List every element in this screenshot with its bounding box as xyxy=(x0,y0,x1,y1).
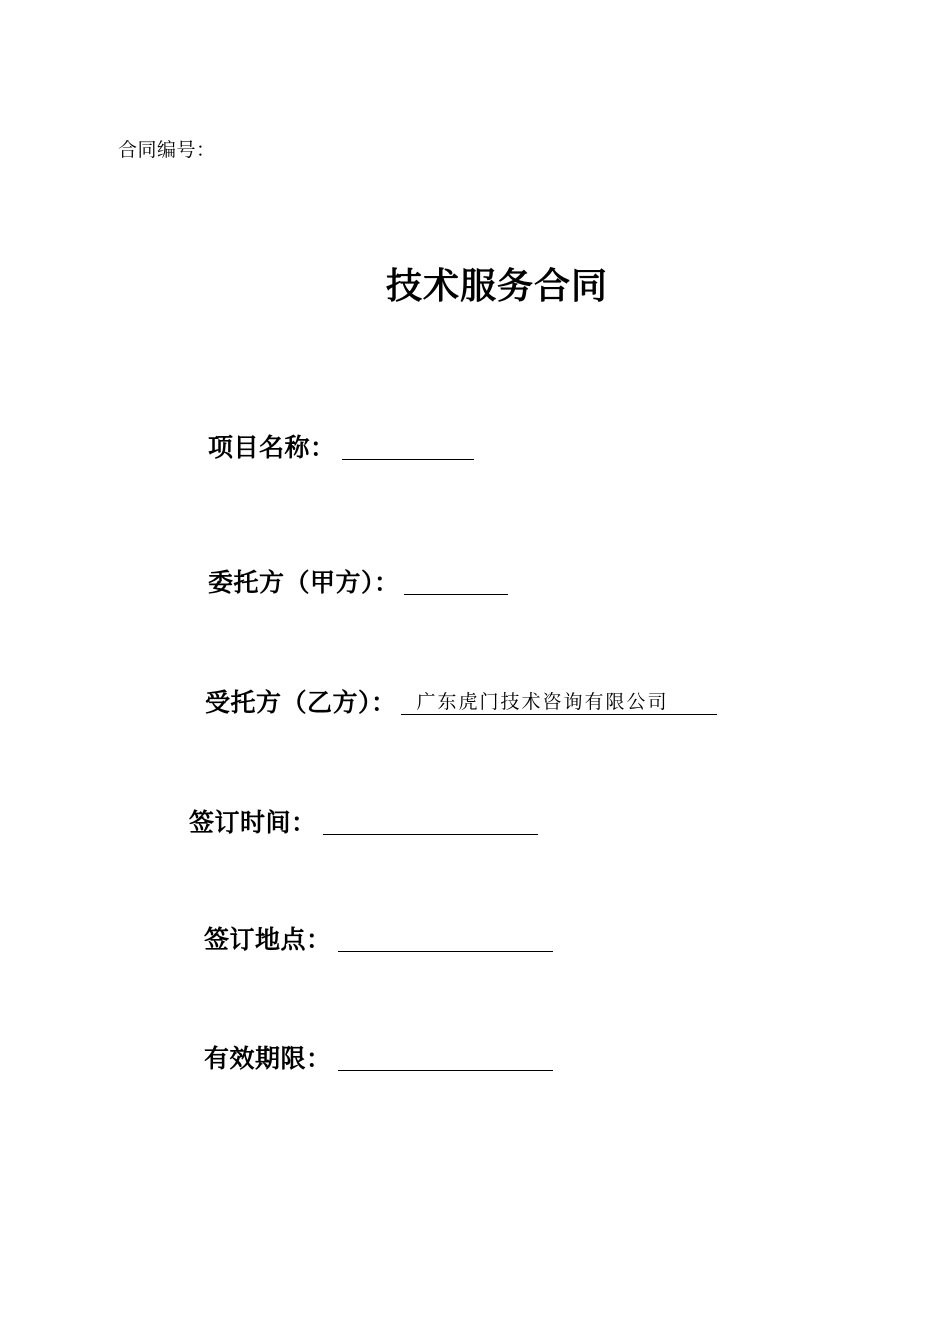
field-signing-date xyxy=(189,807,538,839)
field-project-name xyxy=(208,432,474,464)
signing-place-blank xyxy=(338,925,553,952)
field-label-project-name: 项目名称： xyxy=(208,433,336,462)
field-validity-period xyxy=(204,1043,553,1075)
field-label-signing-date: 签订时间： xyxy=(189,808,317,837)
field-label-party-b: 受托方（乙方）： xyxy=(205,688,397,717)
party-a-blank xyxy=(404,568,508,595)
field-contractor-party-b xyxy=(205,687,717,719)
party-b-value: 广东虎门技术咨询有限公司 xyxy=(401,690,717,715)
project-name-blank xyxy=(342,433,474,460)
contract-number-label: 合同编号： xyxy=(118,139,216,161)
field-label-signing-place: 签订地点： xyxy=(204,925,332,954)
field-client-party-a xyxy=(208,567,508,599)
field-signing-place xyxy=(204,924,553,956)
document-title: 技术服务合同 xyxy=(386,266,609,307)
field-label-validity-period: 有效期限： xyxy=(204,1044,332,1073)
signing-date-blank xyxy=(323,808,538,835)
validity-period-blank xyxy=(338,1044,553,1071)
field-label-party-a: 委托方（甲方）： xyxy=(208,568,400,597)
